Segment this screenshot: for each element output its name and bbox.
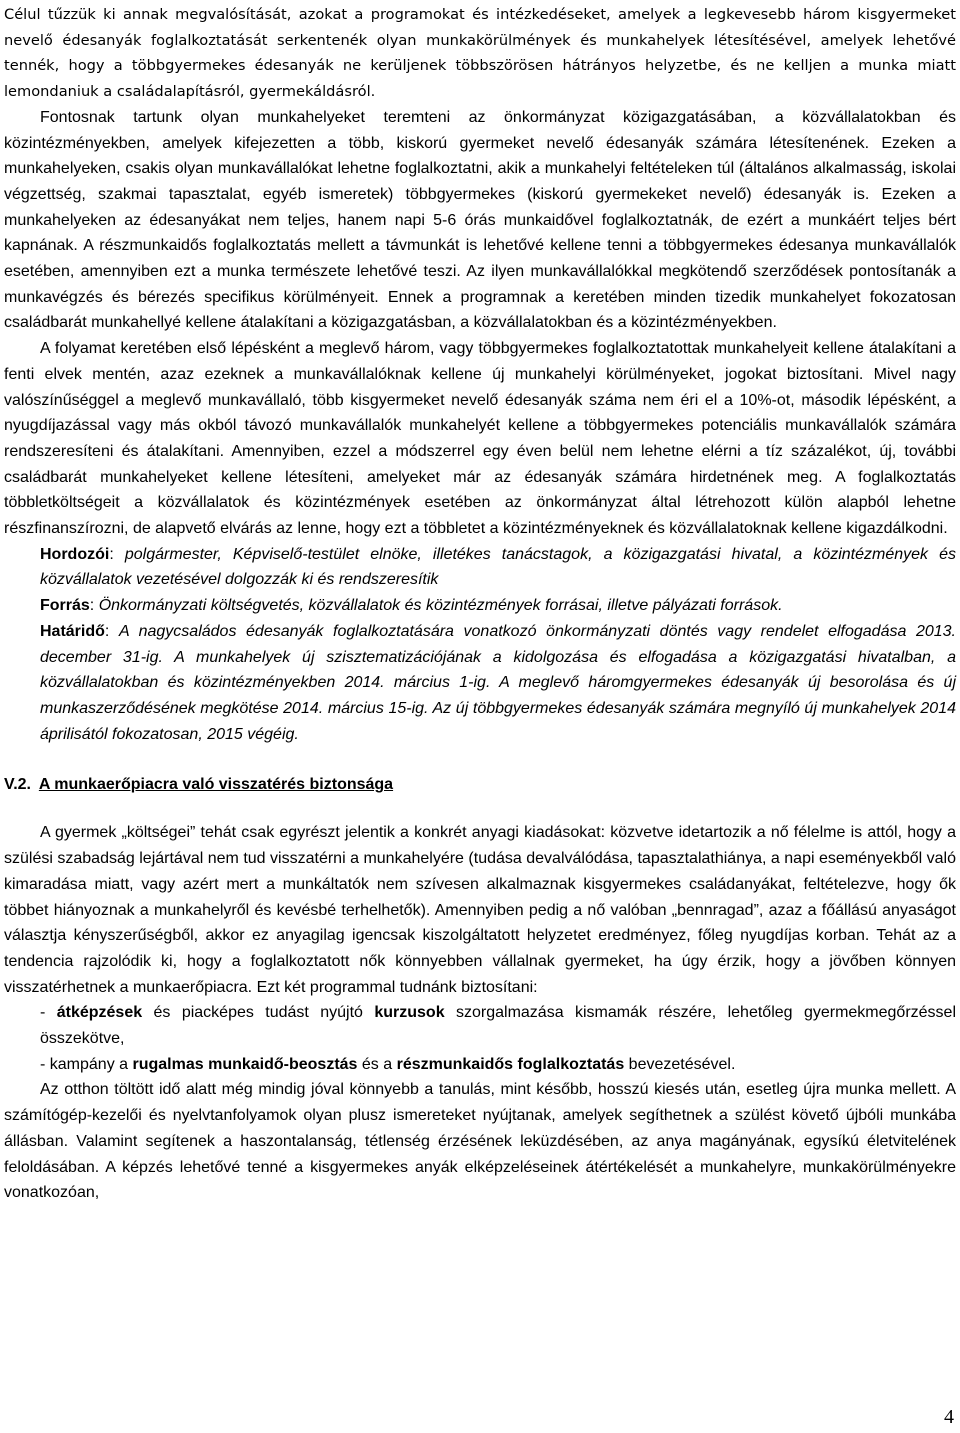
paragraph-folyamat: A folyamat keretében első lépésként a meglevő három, vagy többgyermekes foglalkoztatottak munkahelyeit kellene átalakítani a fenti elvek mentén, azaz ezeknek a munkavállalóknak kellene új munkahelyi körülményeket, jogokat biztosítani. Mivel nagy valószínűséggel a meglevő munkavállaló, több kisgyermeket nevelő édesanyák száma nem éri el a 10%-ot, második lépésként, a nyugdíjazással vagy más okból távozó munkavállalók munkahelyét kellene a többgyermekes potenciális munkavállalók számára rendszeresíteni és átalakítani. Amennyiben, ezzel a módszerrel egy éven belül nem lehetne elérni a tíz százalékot, új, további családbarát munkahelyeket kellene létesíteni, amelyeket már az édesanyák számára hirdetnének meg. A foglalkoztatás többletköltségeit a közvállalatok és közintézmények esetében az önkormányzat által létrehozott külön alapból lehetne részfinanszírozni, de alapvető elvárás az lenne, hogy ezt a többletet a közintézményeknek és közvállalatoknak kellene kigazdálkodni. bbox=[4, 340, 956, 538]
list-text: kampány a bbox=[49, 1055, 133, 1073]
field-separator: : bbox=[109, 545, 125, 563]
list-dash: - bbox=[40, 1004, 57, 1022]
paragraph-gyermek: A gyermek „költségei” tehát csak egyrészt jelentik a konkrét anyagi kiadásokat: közvetve idetartozik a nő félelme is attól, hogy a szülési szabadság lejártával nem tud visszatérni a munkahelyére (tudása devalválódása, tapasztalathiánya, a napi eseményekből való kimaradása miatt, vagy azért mert a munkáltatók nem szívesen alkalmaznak kisgyermekes családanyákat, feltételezve, hogy ők többet hiányoznak a munkahelyről és kevésbé terhelhetők). Amennyiben pedig a nő valóban „bennragad”, azaz a főállású anyaságot választja kényszerűségből, akkor ez anyagilag igencsak kiszolgáltatott helyzetet eredményez, főleg nyugdíjas korban. Tehát az a tendencia rajzolódik ki, hogy a foglalkoztatott nők könnyebben vállalnak gyermeket, ha úgy érzik, hogy a jövőben könnyen visszatérhetnek a munkaerőpiacra. Ezt két programmal tudnánk biztosítani: bbox=[4, 824, 956, 996]
intro-paragraph: Célul tűzzük ki annak megvalósítását, azokat a programokat és intézkedéseket, amelyek a legkevesebb három kisgyermeket nevelő édesanyák foglalkoztatását serkentenék olyan munkakörülmények és munkahelyek létesítésével, amelyek lehetővé tennék, hogy a többgyermekes édesanyák ne kerüljenek többszörösen hátrányos helyzetbe, és ne kelljen a munka miatt lemondaniuk a családalapításról, gyermekáldásról. bbox=[4, 6, 956, 101]
field-value: Önkormányzati költségvetés, közvállalatok és közintézmények forrásai, illetve pályázati források. bbox=[98, 597, 783, 615]
list-dash: - bbox=[40, 1055, 50, 1073]
list-bold-text: rugalmas munkaidő-beosztás bbox=[132, 1055, 358, 1073]
list-text: és piacképes tudást nyújtó bbox=[142, 1004, 375, 1022]
list-text: bevezetésével. bbox=[624, 1055, 736, 1073]
field-hordozoi bbox=[4, 542, 956, 593]
field-forras bbox=[4, 593, 956, 619]
field-value: polgármester, Képviselő-testület elnöke, illetékes tanácstagok, a közigazgatási hivatal, a közintézmények és közvállalatok vezetésével dolgozzák ki és rendszeresítik bbox=[40, 545, 957, 589]
field-label: Hordozói bbox=[40, 545, 110, 563]
list-item bbox=[4, 1000, 956, 1051]
field-separator: : bbox=[89, 597, 99, 615]
document-page bbox=[4, 0, 956, 1206]
field-label: Forrás bbox=[40, 597, 90, 615]
field-label: Határidő bbox=[40, 622, 105, 640]
list-bold-text: kurzusok bbox=[374, 1004, 445, 1022]
section-title: A munkaerőpiacra való visszatérés biztonsága bbox=[38, 776, 394, 794]
list-bold-text: átképzések bbox=[56, 1004, 143, 1022]
paragraph-fontosnak: Fontosnak tartunk olyan munkahelyeket teremteni az önkormányzat közigazgatásában, a közvállalatokban és közintézményekben, amelyek kifejezetten a több, kiskorú gyermeket nevelő édesanyák számára létesítenének. Ezeken a munkahelyeken, csakis olyan munkavállalókat lehetne foglalkoztatni, akik a munkahelyi feltételeken túl (általános alkalmasság, iskolai végzettség, szakmai tapasztalat, egyéb ismeretek) többgyermekes (kiskorú gyermekeket nevelő) édesanyák is. Ezeken a munkahelyeken az édesanyákat nem teljes, hanem napi 5-6 órás munkaidővel foglalkoztatnák, de ezért a munkáért teljes bért kapnának. A részmunkaidős foglalkoztatás mellett a távmunkát is lehetővé kellene tenni a többgyermekes édesanya munkavállalók esetében, amennyiben ezt a munka természete lehetővé teszi. Az ilyen munkavállalókkal megkötendő szerződések pontosítanák a munkavégzés és bérezés specifikus körülményeit. Ennek a programnak a keretében minden tizedik munkahelyet fokozatosan családbarát munkahellyé kellene átalakítani a közigazgatásban, a közvállalatokban és a közintézményekben. bbox=[4, 108, 956, 332]
page-number: 4 bbox=[944, 1406, 954, 1428]
list-bold-text: részmunkaidős foglalkoztatás bbox=[396, 1055, 625, 1073]
section-heading bbox=[4, 772, 956, 798]
list-text: szorgalmazása kismamák részére, lehetőleg gyermekmegőrzéssel összekötve, bbox=[40, 1004, 956, 1048]
list-text: és a bbox=[357, 1055, 397, 1073]
list-item bbox=[4, 1052, 956, 1078]
section-number: V.2. bbox=[4, 776, 31, 794]
paragraph-otthon: Az otthon töltött idő alatt még mindig jóval könnyebb a tanulás, mint később, hosszú kiesés után, esetleg újra munka mellett. A számítógép-kezelői és nyelvtanfolyamok olyan plusz ismereteket nyújtanak, amelyek segíthetnek a szülést követő újbóli munkába állásban. Valamint segítenek a haszontalanság, tétlenség érzésének leküzdésében, az anya magányának, egysíkú életvitelének feloldásában. A képzés lehetővé tenné a kisgyermekes anyák elképzeléseinek átértékelését a munkahelyre, munkakörülményekre vonatkozóan, bbox=[4, 1081, 956, 1202]
field-separator: : bbox=[104, 622, 119, 640]
field-hatarido bbox=[4, 619, 956, 748]
field-value: A nagycsaládos édesanyák foglalkoztatására vonatkozó önkormányzati döntés vagy rendelet elfogadása 2013. december 31-ig. A munkahelyek új szisztematizációjának a kidolgozása és elfogadása a közigazgatási hivatalban, a közvállalatokban és közintézményekben 2014. március 1-ig. A meglevő háromgyermekes édesanyák új besorolása és új munkaszerződésének megkötése 2014. március 15-ig. Az új többgyermekes édesanyák számára megnyíló új munkahelyek 2014 áprilisától fokozatosan, 2015 végéig. bbox=[40, 622, 956, 743]
